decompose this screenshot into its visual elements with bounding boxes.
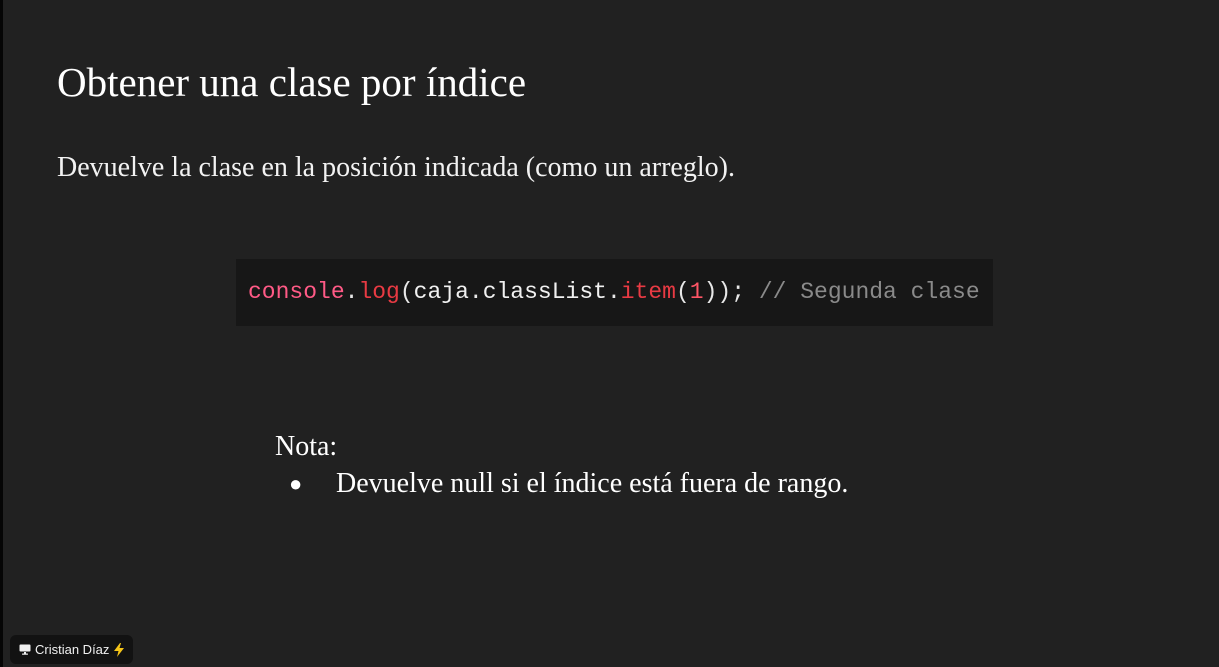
- presenter-badge[interactable]: [10, 635, 133, 664]
- code-token-target: caja: [413, 279, 469, 305]
- code-snippet: [236, 259, 993, 326]
- slide-title: Obtener una clase por índice: [57, 59, 527, 105]
- code-token-dot: .: [606, 279, 621, 305]
- slide-subtitle: Devuelve la clase en la posición indicada (como un arreglo).: [57, 152, 735, 183]
- note-item-text: Devuelve null si el índice está fuera de rango.: [336, 468, 849, 499]
- lightning-bolt-icon: [113, 643, 125, 657]
- code-token-dot: .: [468, 279, 483, 305]
- note-heading: Nota:: [275, 431, 338, 462]
- code-token-argument: 1: [689, 279, 704, 305]
- presentation-slide: [3, 0, 1219, 667]
- bullet-icon: ●: [289, 471, 303, 496]
- code-token-object: console: [248, 279, 345, 305]
- code-token-item-method: item: [620, 279, 676, 305]
- presenter-name: Cristian Díaz: [35, 642, 110, 657]
- monitor-icon: [19, 644, 31, 655]
- code-token-method: log: [358, 279, 400, 305]
- list-item: [275, 467, 848, 501]
- code-comment: // Segunda clase: [758, 279, 980, 305]
- code-token-closing: ));: [703, 279, 746, 305]
- code-token-paren: (: [399, 279, 414, 305]
- code-token-property: classList: [482, 279, 607, 305]
- note-list: [275, 467, 848, 501]
- code-token-paren: (: [675, 279, 690, 305]
- code-token-dot: .: [344, 279, 359, 305]
